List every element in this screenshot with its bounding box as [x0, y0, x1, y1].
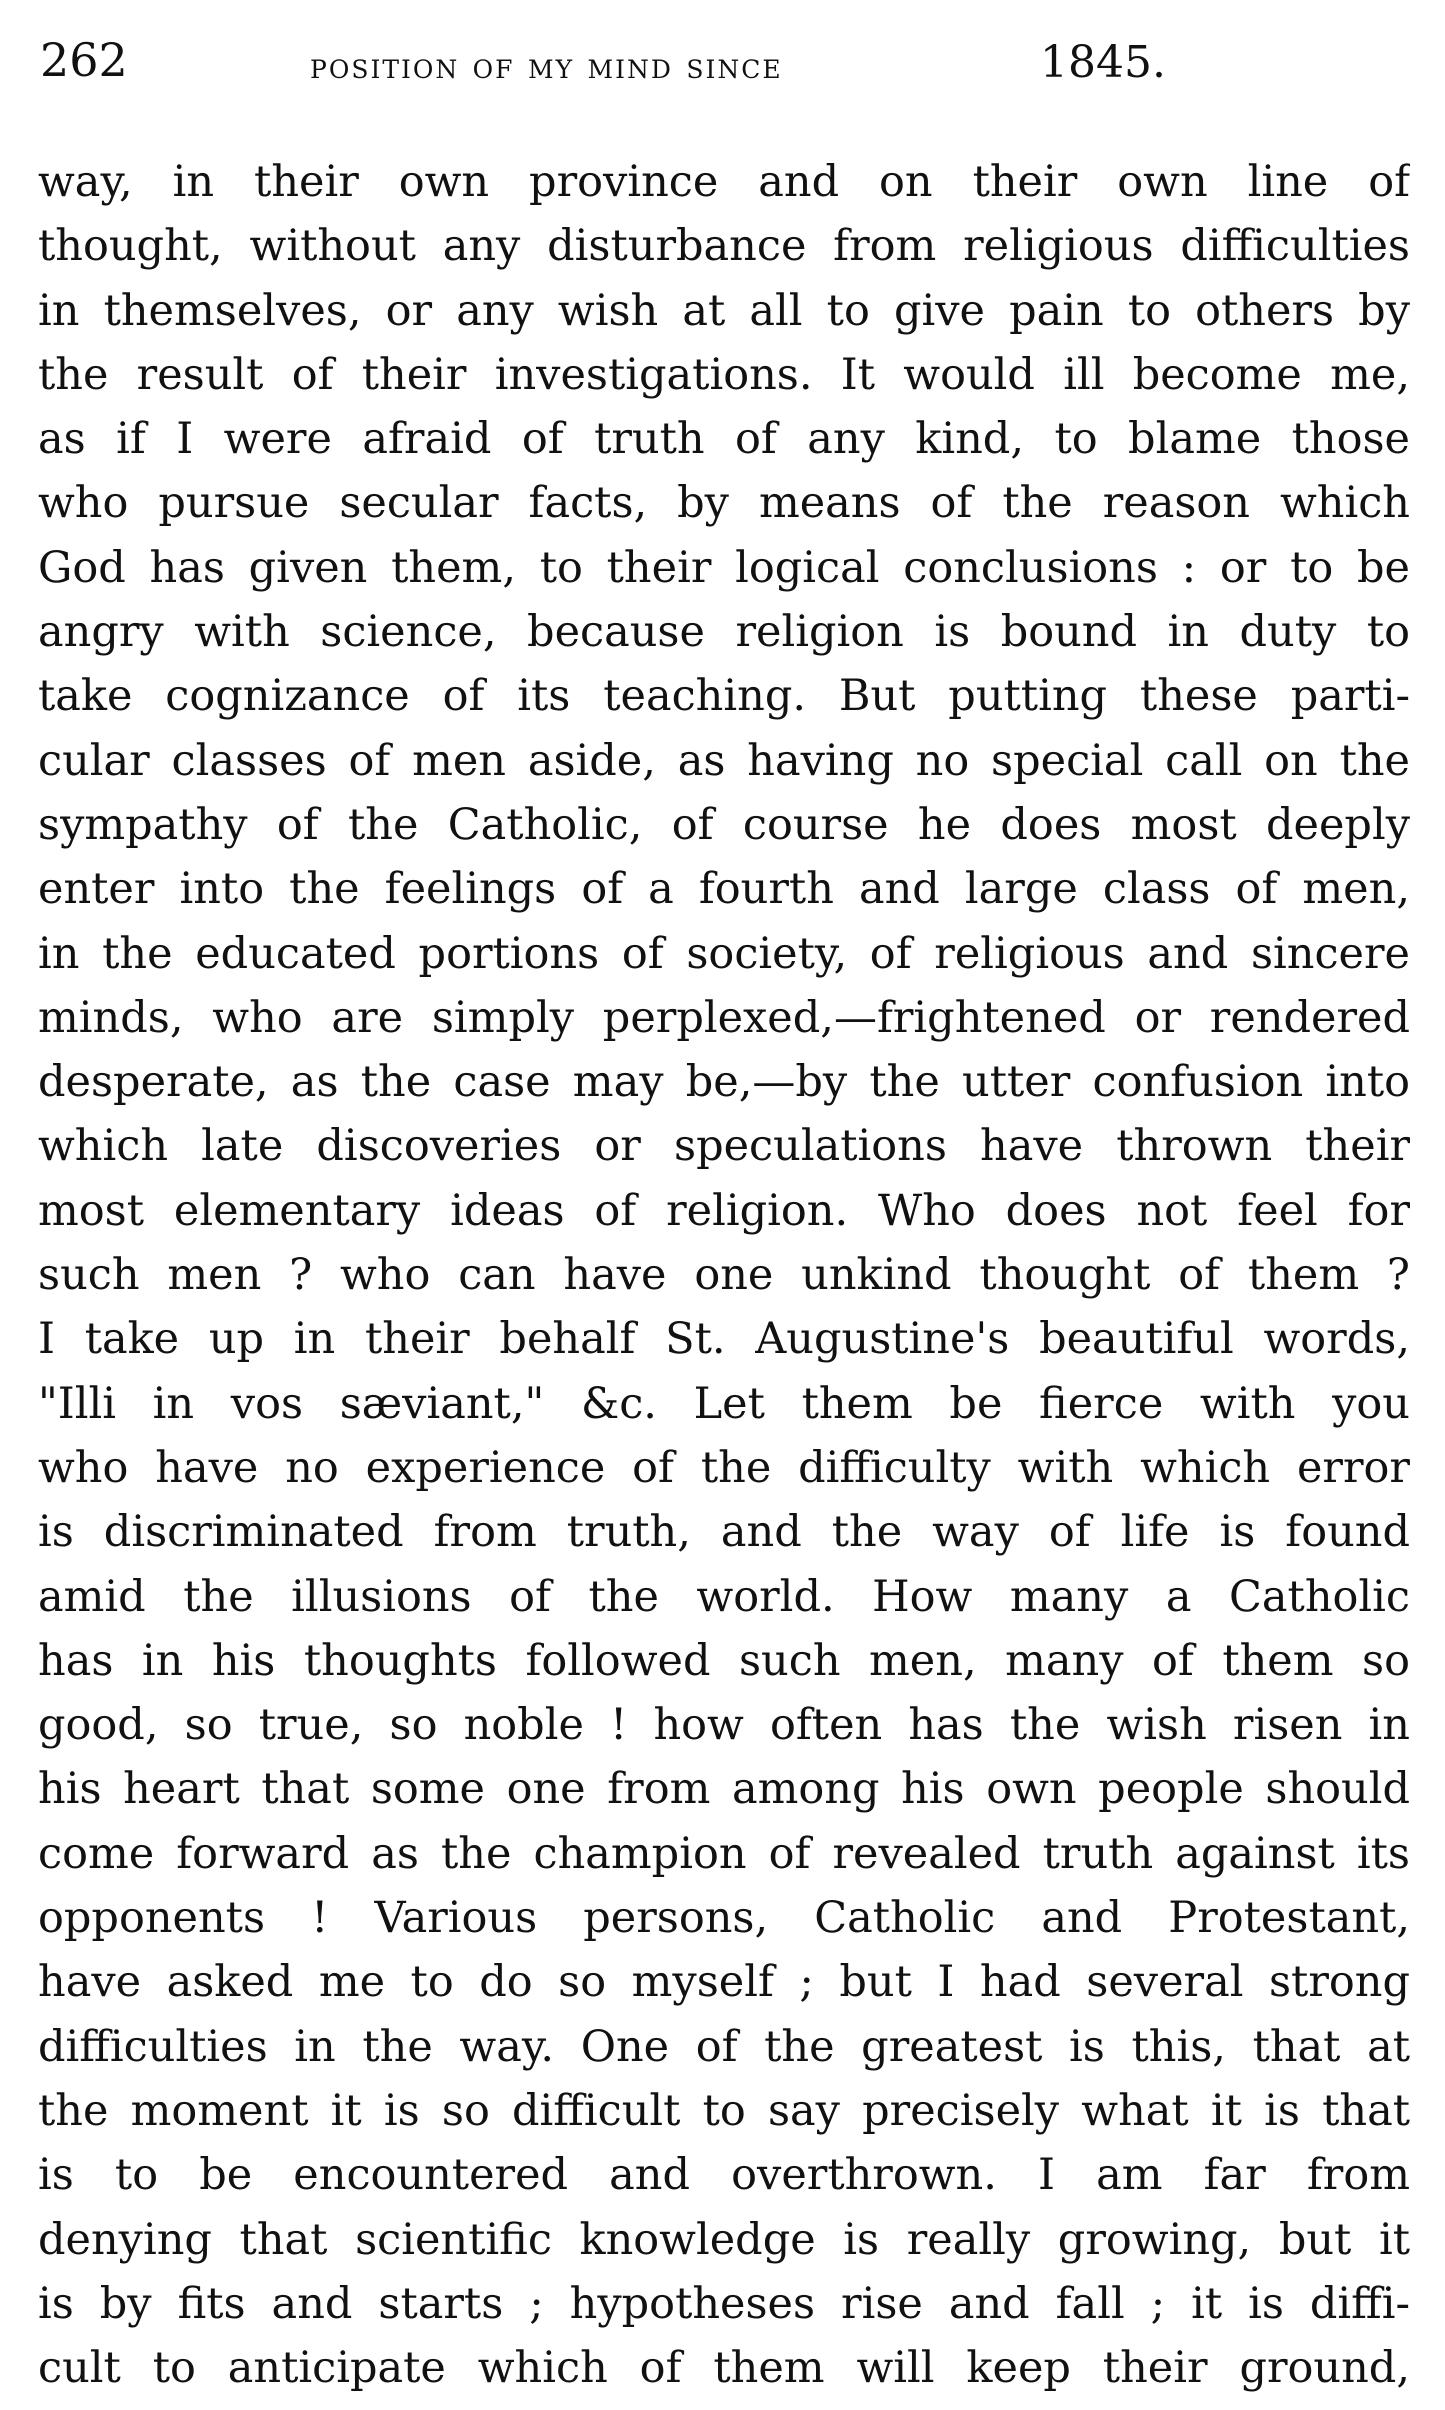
text-line: who pursue secular facts, by means of the reason which	[38, 478, 1410, 529]
text-line: come forward as the champion of revealed truth against its	[38, 1828, 1410, 1879]
text-line: good, so true, so noble ! how often has the wish risen in	[38, 1700, 1410, 1751]
text-line: desperate, as the case may be,—by the utter confusion into	[38, 1057, 1410, 1108]
text-line: most elementary ideas of religion. Who does not feel for	[38, 1185, 1410, 1236]
body-text	[38, 150, 1410, 2400]
text-line: enter into the feelings of a fourth and large class of men,	[38, 864, 1410, 915]
text-line: is discriminated from truth, and the way of life is found	[38, 1507, 1410, 1558]
running-head: position of my mind since	[310, 46, 783, 87]
text-line: cult to anticipate which of them will keep their ground,	[38, 2343, 1410, 2394]
text-line: difficulties in the way. One of the greatest is this, that at	[38, 2021, 1410, 2072]
text-line: his heart that some one from among his own people should	[38, 1764, 1410, 1815]
page-header	[40, 28, 1410, 92]
text-line: who have no experience of the difficulty with which error	[38, 1442, 1410, 1493]
text-line: as if I were afraid of truth of any kind, to blame those	[38, 414, 1410, 465]
text-line: I take up in their behalf St. Augustine's beautiful words,	[38, 1314, 1410, 1365]
text-line: the moment it is so difficult to say precisely what it is that	[38, 2085, 1410, 2136]
text-line: in themselves, or any wish at all to give pain to others by	[38, 285, 1410, 336]
text-line: which late discoveries or speculations have thrown their	[38, 1121, 1410, 1172]
text-line: in the educated portions of society, of religious and sincere	[38, 928, 1410, 979]
text-line: cular classes of men aside, as having no special call on the	[38, 735, 1410, 786]
running-head-year: 1845.	[1040, 37, 1166, 88]
text-line: minds, who are simply perplexed,—frightened or rendered	[38, 992, 1410, 1043]
text-line: angry with science, because religion is bound in duty to	[38, 607, 1410, 658]
text-line: "Illi in vos sæviant," &c. Let them be fierce with you	[38, 1378, 1410, 1429]
text-line: amid the illusions of the world. How many a Catholic	[38, 1571, 1410, 1622]
text-line: have asked me to do so myself ; but I had several strong	[38, 1957, 1410, 2008]
page-number: 262	[40, 33, 128, 87]
text-line: is to be encountered and overthrown. I am far from	[38, 2150, 1410, 2201]
text-line: denying that scientific knowledge is really growing, but it	[38, 2214, 1410, 2265]
text-line: the result of their investigations. It would ill become me,	[38, 349, 1410, 400]
text-line: sympathy of the Catholic, of course he does most deeply	[38, 799, 1410, 850]
text-line: thought, without any disturbance from religious difficulties	[38, 221, 1410, 272]
text-line: opponents ! Various persons, Catholic and Protestant,	[38, 1893, 1410, 1944]
text-line: is by fits and starts ; hypotheses rise and fall ; it is diffi-	[38, 2278, 1410, 2329]
text-line: take cognizance of its teaching. But putting these parti-	[38, 671, 1410, 722]
text-line: has in his thoughts followed such men, many of them so	[38, 1635, 1410, 1686]
text-line: God has given them, to their logical conclusions : or to be	[38, 542, 1410, 593]
text-line: such men ? who can have one unkind thought of them ?	[38, 1250, 1410, 1301]
text-line: way, in their own province and on their own line of	[38, 157, 1410, 207]
